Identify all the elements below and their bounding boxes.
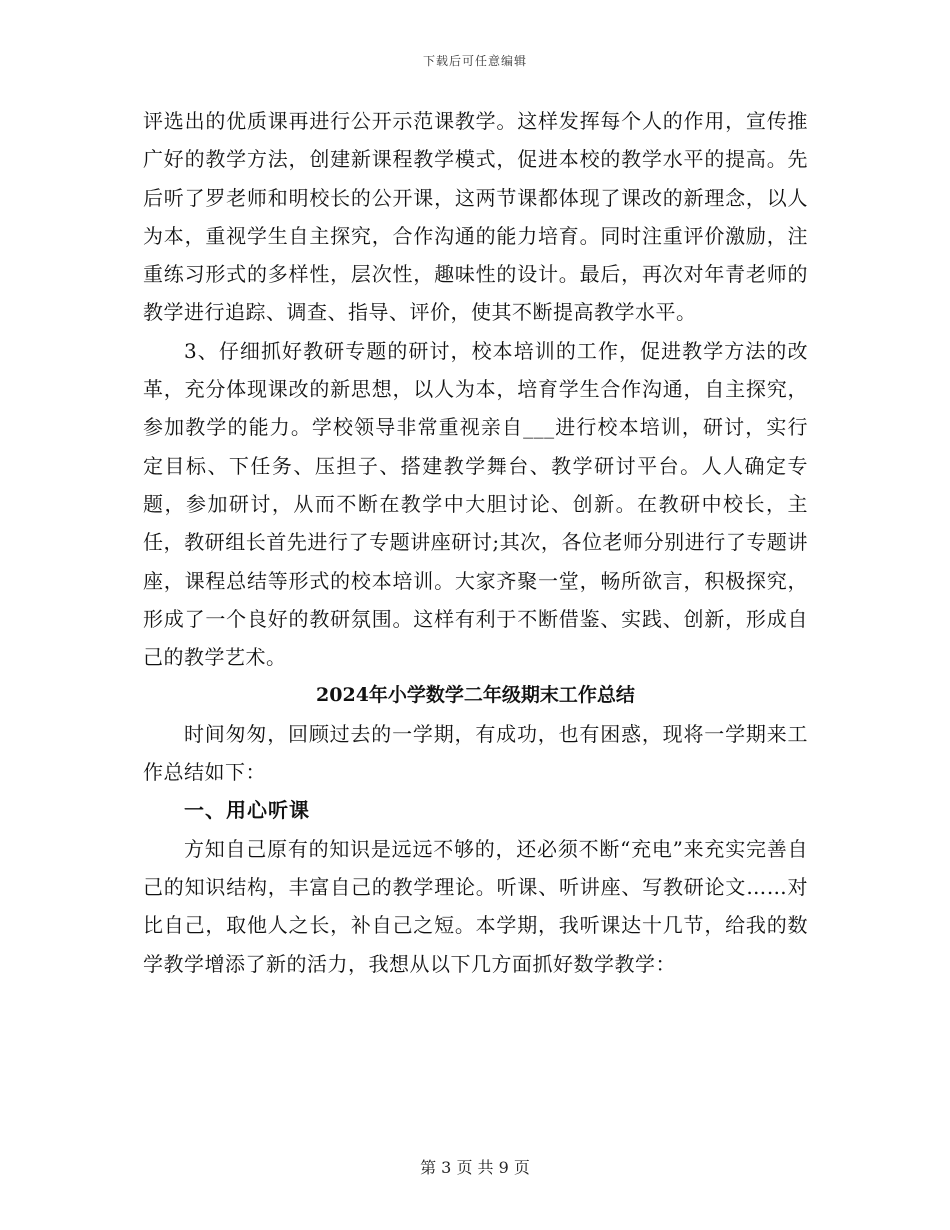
- section-heading-listening: 一、用心听课: [184, 798, 310, 823]
- document-title: 2024年小学数学二年级期末工作总结: [316, 684, 635, 707]
- page-footer: 第 3 页 共 9 页: [420, 1158, 530, 1177]
- paragraph-intro: 时间匆匆，回顾过去的一学期，有成功，也有困惑，现将一学期来工作总结如下：: [143, 721, 808, 785]
- page-header: 下载后可任意编辑: [422, 54, 527, 68]
- paragraph-research-topics: 3、仔细抓好教研专题的研讨，校本培训的工作，促进教学方法的改革，充分体现课改的新思想，以人为本，培育学生合作沟通，自主探究，参加教学的能力。学校领导非常重视亲自___进行校本培训，研讨，实行定目标、下任务、压担子、搭建教学舞台、教学研讨平台。人人确定专题，参加研讨，从而不断在教学中大胆讨论、创新。在教研中校长，主任，教研组长首先进行了专题讲座研讨;其次，各位老师分别进行了专题讲座，课程总结等形式的校本培训。大家齐聚一堂，畅所欲言，积极探究，形成了一个良好的教研氛围。这样有利于不断借鉴、实践、创新，形成自己的教学艺术。: [143, 338, 808, 670]
- paragraph-continued: 评选出的优质课再进行公开示范课教学。这样发挥每个人的作用，宣传推广好的教学方法，创建新课程教学模式，促进本校的教学水平的提高。先后听了罗老师和明校长的公开课，这两节课都体现了课改的新理念，以人为本，重视学生自主探究，合作沟通的能力培育。同时注重评价激励，注重练习形式的多样性，层次性，趣味性的设计。最后，再次对年青老师的教学进行追踪、调查、指导、评价，使其不断提高教学水平。: [143, 109, 808, 325]
- paragraph-listening: 方知自己原有的知识是远远不够的，还必须不断“充电”来充实完善自己的知识结构，丰富自己的教学理论。听课、听讲座、写教研论文……对比自己，取他人之长，补自己之短。本学期，我听课达十几节，给我的数学教学增添了新的活力，我想从以下几方面抓好数学教学：: [143, 836, 808, 976]
- document-body: [143, 102, 808, 983]
